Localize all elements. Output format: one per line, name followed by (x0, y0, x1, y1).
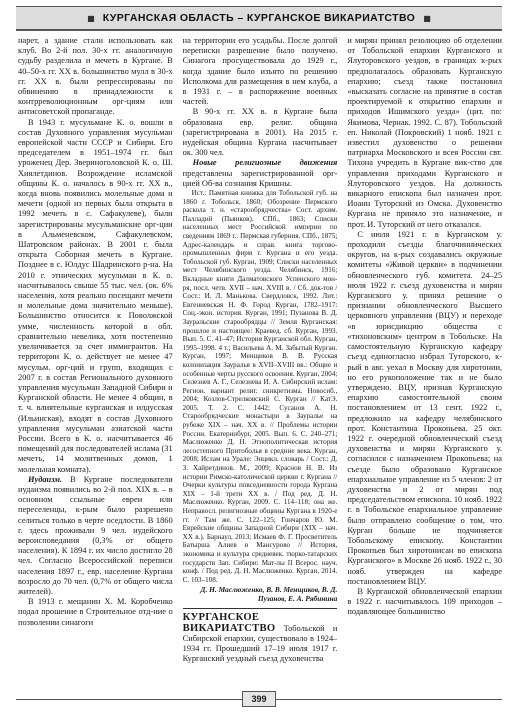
running-header (16, 6, 502, 31)
header-ornament-right: ■ (423, 13, 431, 23)
column-1 (18, 36, 173, 684)
paragraph: С июля 1921 г. в Курганском у. проходили съезды благочиннических округов, на к-рых создавались окружные комитеты «Живой церкви» в подчинении обновленческого губ. комитета. 24–25 июля 1922 г. съезд духовенства и мирян Курганского у. принял решение о признании обновленческого Высшего церковного управления (ВЦУ) и переходе «в юрисдикцию общества с «тихоновским» центром в Тобольске. На самостоятельную Курганскую кафедру съезд единогласно избрал Туторского, к-рый в авг. уехал в Москву для хиротонии, но его рукоположение так и не было утверждено. ВЦУ, признав Курганскую епархию самостоятельной своим постановлением от 13 сент. 1922 г., предложило на кафедру челябинского прот. Константина Прокопьева. 25 окт. 1922 г. очередной обновленческий съезд духовенства и мирян Курганского у. согласился с назначением Прокопьева; на съезде было образовано Курганское епархиальное управление из 5 членов: 2 от духовенства и 2 от мирян под председательством епископа. 10 нояб. 1922 г. в Тобольское епархиальное управление было отправлено сообщение о том, что Курган больше не подчиняется Тобольскому епископу. Константин Прокопьев был хиротонисан во епископа Курганского» в Москве 26 нояб. 1922 г., 30 нояб. утвержден на кафедре постановлением ВЦУ. (347, 229, 503, 586)
page-number: 399 (242, 691, 275, 707)
paragraph: В 90-х гг. XX в. в Кургане была образована евр. религ. община (зарегистрирована в 2001). На 2015 г. иудейская община Кургана насчитывает ок. 300 чел. (182, 107, 338, 158)
bibliography (183, 189, 338, 584)
column-2 (183, 36, 338, 684)
article-authors: Д. Н. Маслюженко, В. В. Менщиков, В. Д. Пузанов, Е. А. Рябинина (200, 585, 338, 604)
column-3 (347, 36, 502, 684)
paragraph-judaism (18, 475, 173, 597)
page-footer (16, 690, 502, 708)
paragraph-vicariate (183, 613, 338, 664)
header-ornament-left: ■ (87, 13, 95, 23)
paragraph: В Курганской обновленческой епархии в 1922 г. насчитывалось 109 приходов – подавляющее большинство (347, 586, 503, 617)
section-heading-judaism: Иудаизм. (28, 474, 63, 484)
paragraph-text: Тобольской и Сибирской епархии, существовало в 1924–1934 гг. Прошедший 17–19 июля 1917 г. Курганский уездный съезд духовенства (182, 623, 338, 664)
paragraph-text: представлены зарегистрированной орг-цией Об-ва сознания Кришны. (182, 168, 338, 188)
paragraph-new-movements (183, 158, 338, 189)
running-header-title: КУРГАНСКАЯ ОБЛАСТЬ – КУРГАНСКОЕ ВИКАРИАТСТВО (102, 12, 416, 24)
bibliography-text: Ист.: Памятная книжка для Тобольской губ. на 1860 г. Тобольск, 1860; Обозрение Пермского раскола т. н. «старообрядчества» Сост. архим. Палладий (Пьянков). СПб., 1863; Списки населенных мест Российской империи по сведениям 1869 г.: Пермская губерния. СПб., 1875; Адрес-календарь и справ. книга торгово-промышленных фирм г. Кургана и его уезда. Тобольской губ. Курган, 1909; Списки населенных мест Челябинского уезда. Челябинск, 1916; Вкладные книги Далматовского Успенского мон-ря, посл. четв. XVII – нач. XVIII в. / Сб. док-тов / Сост.: И. Л. Манькова. Свердловск, 1992. Лит.: Евгениевская Н. Ф. Город Курган, 1782–1917: Соц.-экон. история. Курган, 1991; Пузанова В. Д. Зауральские старообрядцы // Земля Курганская: прошлое и настоящее: Краевед. сб. Курган, 1993. Вып. 5. С. 41–47; История Курганской обл. Курган, 1995–1998. 4 т.; Васильева А. М. Забытый Курган. Курган, 1997; Менщиков В. В. Русская колонизация Зауралья в XVII–XVIII вв.: Общие и особенные черты русского освоения. Курган, 2004; Селезнев А. Г., Селезнева И. А. Сибирский ислам: Регион. вариант религ. синкретизма. Новосиб., 2004; Козлов-Стрелковский С. Курган // КатЭ. 2005. Т. 2. С. 1442; Сусанов А. Н. Старообрядческие монастыри в Зауралье на рубеже XIX – нач. XX в. // Проблемы истории России. Екатеринбург, 2005. Вып. 6. С. 240–271; Маслюженко Д. Н. Этнополитическая история лесостепного Притоболья в средние века. Курган, 2008; Ислам на Урале: Энцикл. словарь / Сост.: Д. З. Хайретдинов. М., 2009; Краснов Н. В. Из истории Римско-католической церкви г. Кургана // Очерки культуры повседневности города Кургана XIX – 1-й трети XX в. / Под ред. Д. Н. Маслюженко. Курган, 2009. С. 114–118; она же. Неправосл. религиозные общины Кургана в 1920-е гг. // Там же. С. 122–125; Гончаров Ю. М. Еврейские общины Западной Сибири (XIX – нач. XX в.). Барнаул, 2013; Исмаев Ф. Г. Просветитель Батырша Алиев в Мансурово // История, экономика и культура средневек. тюрко-татарских государств Зап. Сибири: Мат-лы II Всерос. науч. конф. / Под ред. Д. Н. Маслюженко. Курган, 2014. С. 103–108. (182, 189, 338, 584)
paragraph: нарет, а здание стали использовать как клуб. Во 2-й пол. 30-х гг. аналогичную судьбу разделила и мечеть в Кургане. В 40–50-х гг. XX в. большинство мулл в 30-х гг. XX в. были репрессированы по обвинению в принадлежности к контрреволюционным орг-циям или антисоветской пропаганде. (18, 36, 173, 117)
paragraph: В 1943 г. мусульмане К. о. вошли в состав Духовного управления мусульман европейской части СССР и Сибири. Его председателем в 1951–1974 гг. был уроженец Дер. Звериноголовской К. о. Ш. Хиялетдинов. Возрождение исламской общины К. о. началось в 90-х гг. XX в., когда вновь появились молельные дома и мечети (одной из первых была открыта в 1992 мечеть в с. Сафакулеве), были зарегистрированы мусульманские орг-ции в Альменевском, Сафакулевском, Шатровском районах. В 2001 г. была открыта Соборная мечеть в Кургане. Позднее в с. Юлдус Шадринского р-на. На 2010 г. этнических мусульман в К. о. насчитывалось свыше 55 тыс. чел. (ок. 6% населения, хотя реально посещают мечети и молельные дома значительно меньше). Большинство относится к Поволжской умме, численность которой в обл. сравнительно невелика, хотя постепенно увеличивается за счет иммигрантов. На территории К. о. действует не менее 47 мусульм. орг-ций и групп, входящих с 2007 г. в состав Регионального духовного управления мусульман Западной Сибири и Курганской области. Не менее 4 общин, в т. ч. влиятельные курганская и илдусская (Ильинская), входят в состав Духовного управления мусульман азиатской части России. Всего в К. о. насчитывается 46 помещений для последователей ислама (31 мечеть, 14 молитвенных домов, 1 молельная комната). (18, 117, 173, 474)
paragraph: и мирян принял резолюцию об отделении от Тобольской епархии Курганского и Ялуторовского уездов, в границах к-рых предполагалось образовать Курганскую епархию; съезд также постановил «высказать согласие на принятие в состав проектируемой к открытию епархии и приходов Ишимского уезда» (цит. по: Якимова, Чернак. 1992. С. 87). Тобольский еп. Николай (Покровский) 1 нояб. 1921 г. известил духовенство о решении патриарха Московского и всея России свт. Тихона учредить в Кургане вик-ство для управления приходами Курганского и Ялуторовского уездов. На должность викарного епископа был назначен прот. Иоанн Туторский из Омска. Духовенство Кургана не приняло это назначение, и прот. И. Туторский от него отказался. (347, 36, 503, 229)
paragraph: на территории его усадьбы. После долгой переписки разрешение было получено. Синагога просуществовала до 1929 г., когда здание было изъято по решению Исполкома для размещения в нем клуба, а в 1931 г. – в распоряжение военных частей. (182, 36, 338, 107)
article-title-vicariate: КУРГАНСКОЕ ВИКАРИАТСТВО (182, 612, 276, 634)
text-columns (18, 36, 502, 684)
paragraph: В 1913 г. мещанин Х. М. Коробченко подал прошение в Строительное отд-ние о позволении синагоги (18, 597, 173, 627)
paragraph-text: В Кургане последователи иудаизма появились во 2-й пол. XIX в. – в основном ссыльные евреи или переселенцы, к-рым было разрешено селиться только в черте оседлости. В 1860 г. здесь проживали 9 чел. иудейского вероисповедания (0,3% от общего населения). К 1894 г. их число достигло 28 чел. Согласно Всероссийской переписи населения 1897 г., евр. население Кургана возросло до 70 чел. (0,7% от общего числа жителей). (18, 474, 173, 596)
divider (183, 608, 338, 609)
section-heading-new-movements: Новые религиозные движения (192, 158, 338, 168)
